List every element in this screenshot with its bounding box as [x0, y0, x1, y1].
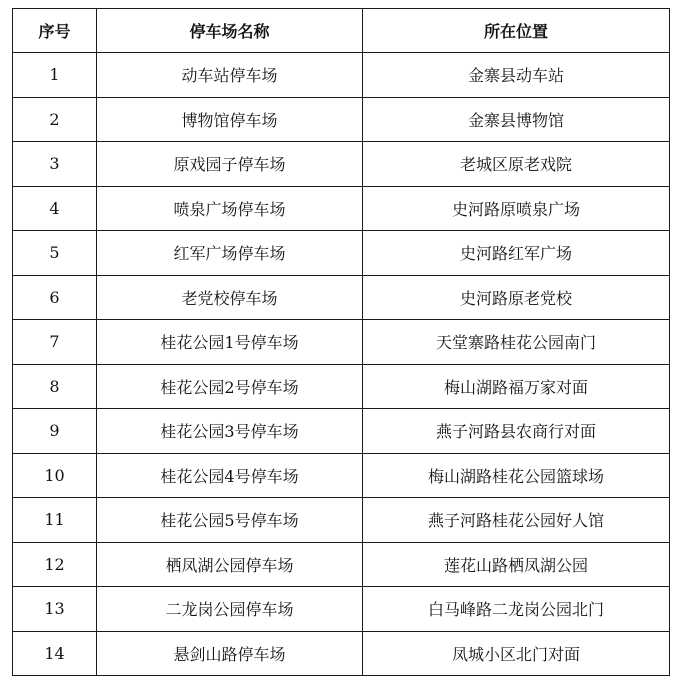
parking-lot-location: 史河路红军广场 [363, 231, 670, 276]
table-row [13, 453, 670, 498]
column-header-index: 序号 [13, 9, 97, 53]
parking-lot-location: 金寨县博物馆 [363, 97, 670, 142]
parking-lot-location: 燕子河路桂花公园好人馆 [363, 498, 670, 543]
table-row [13, 320, 670, 365]
table-row [13, 186, 670, 231]
parking-lot-name: 动车站停车场 [97, 53, 363, 98]
parking-lot-name: 桂花公园3号停车场 [97, 409, 363, 454]
table-body [13, 53, 670, 676]
parking-lot-name: 桂花公园5号停车场 [97, 498, 363, 543]
table-row [13, 498, 670, 543]
row-index: 8 [13, 364, 97, 409]
row-index: 11 [13, 498, 97, 543]
parking-lot-location: 梅山湖路桂花公园篮球场 [363, 453, 670, 498]
parking-lot-location: 老城区原老戏院 [363, 142, 670, 187]
row-index: 12 [13, 542, 97, 587]
row-index: 7 [13, 320, 97, 365]
row-index: 2 [13, 97, 97, 142]
table-row [13, 364, 670, 409]
parking-lot-name: 红军广场停车场 [97, 231, 363, 276]
parking-lot-name: 桂花公园4号停车场 [97, 453, 363, 498]
parking-lot-name: 博物馆停车场 [97, 97, 363, 142]
table-row [13, 275, 670, 320]
parking-lot-name: 栖凤湖公园停车场 [97, 542, 363, 587]
parking-lot-location: 白马峰路二龙岗公园北门 [363, 587, 670, 632]
parking-lot-location: 莲花山路栖凤湖公园 [363, 542, 670, 587]
table-row [13, 53, 670, 98]
table-row [13, 231, 670, 276]
table-row [13, 97, 670, 142]
column-header-location: 所在位置 [363, 9, 670, 53]
table-row [13, 409, 670, 454]
table-header-row [13, 9, 670, 53]
table-row [13, 587, 670, 632]
row-index: 1 [13, 53, 97, 98]
row-index: 9 [13, 409, 97, 454]
parking-lot-location: 金寨县动车站 [363, 53, 670, 98]
parking-lot-name: 桂花公园1号停车场 [97, 320, 363, 365]
parking-lot-location: 梅山湖路福万家对面 [363, 364, 670, 409]
parking-lot-name: 桂花公园2号停车场 [97, 364, 363, 409]
parking-lot-name: 老党校停车场 [97, 275, 363, 320]
table-row [13, 542, 670, 587]
row-index: 3 [13, 142, 97, 187]
row-index: 5 [13, 231, 97, 276]
parking-lot-name: 二龙岗公园停车场 [97, 587, 363, 632]
column-header-name: 停车场名称 [97, 9, 363, 53]
parking-lot-name: 悬剑山路停车场 [97, 631, 363, 676]
row-index: 14 [13, 631, 97, 676]
parking-lot-table [12, 8, 670, 676]
table-row [13, 142, 670, 187]
row-index: 6 [13, 275, 97, 320]
parking-lot-location: 史河路原喷泉广场 [363, 186, 670, 231]
parking-lot-name: 原戏园子停车场 [97, 142, 363, 187]
table-row [13, 631, 670, 676]
parking-lot-location: 燕子河路县农商行对面 [363, 409, 670, 454]
row-index: 10 [13, 453, 97, 498]
parking-lot-location: 史河路原老党校 [363, 275, 670, 320]
parking-lot-location: 天堂寨路桂花公园南门 [363, 320, 670, 365]
row-index: 13 [13, 587, 97, 632]
row-index: 4 [13, 186, 97, 231]
parking-lot-location: 凤城小区北门对面 [363, 631, 670, 676]
parking-lot-name: 喷泉广场停车场 [97, 186, 363, 231]
